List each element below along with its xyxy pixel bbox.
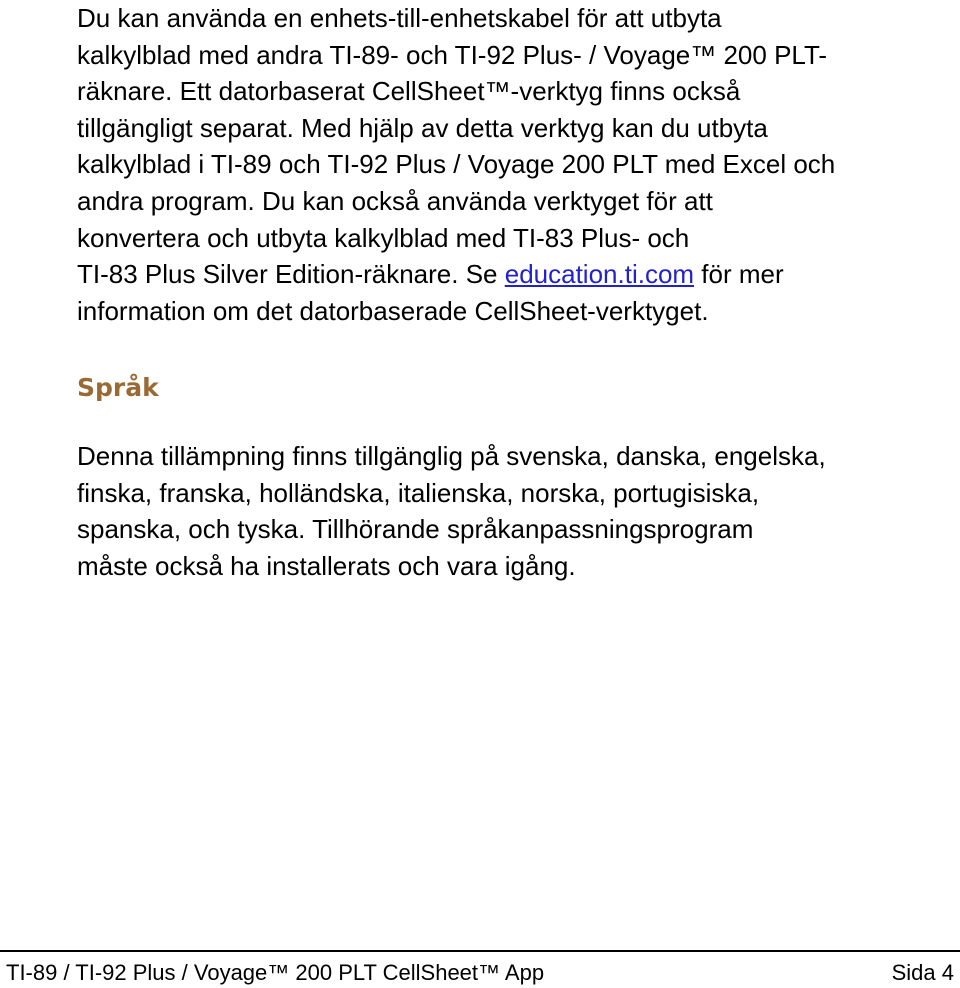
footer-page-number: Sida 4 [891,960,954,985]
section-heading-sprak: Språk [77,373,159,402]
para1-text: Du kan använda en enhets-till-enhetskabel för att utbyta kalkylblad med andra TI-89- och TI-92 Plus- / Voyage™ 200 PLT- räknare. Ett datorbaserat CellSheet™-verktyg finns också tillgängligt separat. Med hjälp av detta verktyg kan du utbyta kalkylblad i TI-89 och TI-92 Plus / Voyage 200 PLT med Excel och andra program. Du kan också använda verktyget för att konvertera och utbyta kalkylblad med TI-83 Plus- och TI-83 Plus Silver Edition-räknare. Se [77,3,836,290]
footer-title: TI-89 / TI-92 Plus / Voyage™ 200 PLT CellSheet™ App [6,960,545,985]
para1-tail-text: för mer information om det datorbaserade CellSheet-verktyget. [77,259,784,326]
education-ti-link[interactable]: education.ti.com [504,259,695,290]
body-paragraph-languages: Denna tillämpning finns tillgänglig på svenska, danska, engelska, finska, franska, holländska, italienska, norska, portugisiska, spanska, och tyska. Tillhörande språkanpassningsprogram måste också ha installerats och vara igång. [77,441,826,581]
footer-divider [0,950,960,952]
body-paragraph-cable-transfer [77,0,952,329]
